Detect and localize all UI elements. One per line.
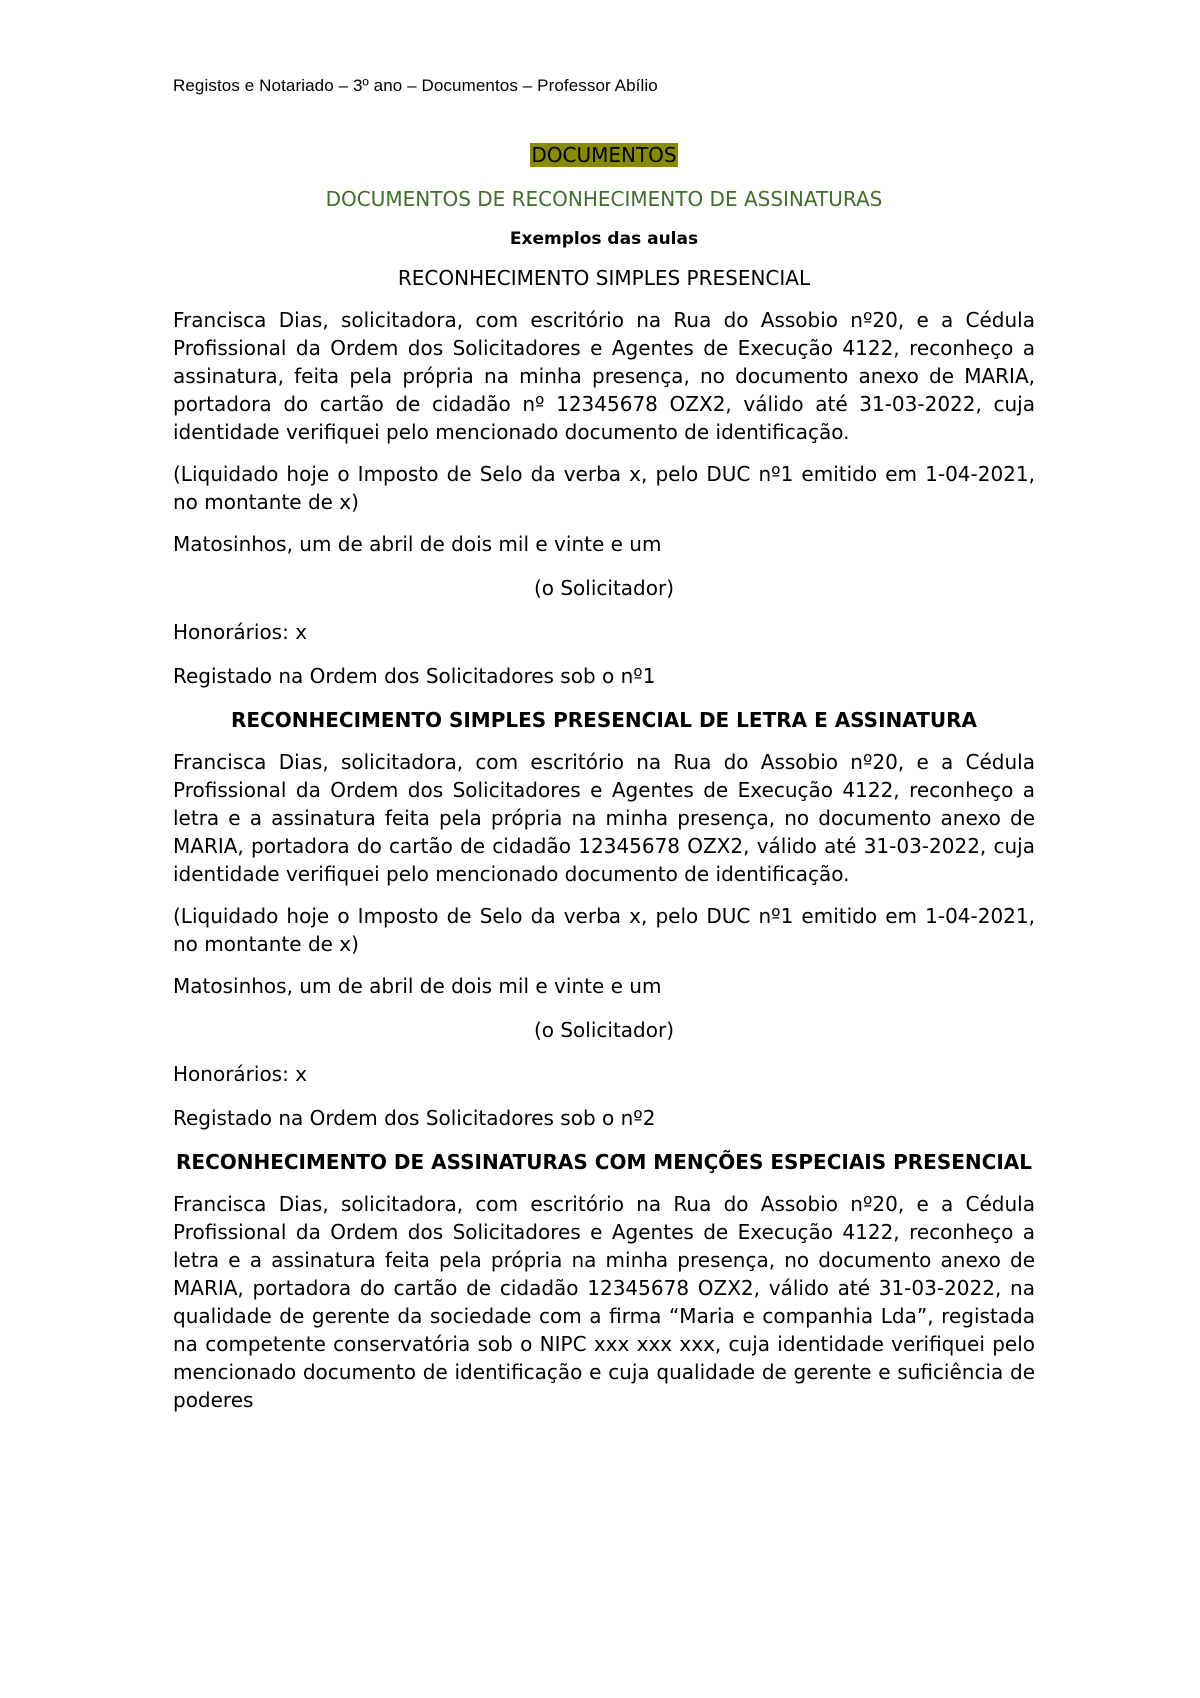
document-title-row [173, 140, 1035, 170]
tax-note: (Liquidado hoje o Imposto de Selo da verba x, pelo DUC nº1 emitido em 1-04-2021, no montante de x) [173, 904, 1035, 956]
running-header: Registos e Notariado – 3º ano – Documentos – Professor Abílio [173, 76, 658, 95]
tax-note: (Liquidado hoje o Imposto de Selo da verba x, pelo DUC nº1 emitido em 1-04-2021, no montante de x) [173, 462, 1035, 514]
section-heading: RECONHECIMENTO SIMPLES PRESENCIAL [397, 266, 811, 290]
place-date: Matosinhos, um de abril de dois mil e vinte e um [173, 532, 662, 556]
section-heading: RECONHECIMENTO SIMPLES PRESENCIAL DE LETRA E ASSINATURA [231, 708, 977, 732]
registry-line: Registado na Ordem dos Solicitadores sob o nº2 [173, 1106, 656, 1130]
document-content [173, 140, 1035, 1428]
section-simple-presencial [173, 264, 1035, 690]
section-body: Francisca Dias, solicitadora, com escritório na Rua do Assobio nº20, e a Cédula Profissional da Ordem dos Solicitadores e Agentes de Execução 4122, reconheço a letra e a assinatura feita pela própria na minha presença, no documento anexo de MARIA, portadora do cartão de cidadão 12345678 OZX2, válido até 31-03-2022, cuja identidade verifiquei pelo mencionado documento de identificação. [173, 750, 1035, 886]
section-body: Francisca Dias, solicitadora, com escritório na Rua do Assobio nº20, e a Cédula Profissional da Ordem dos Solicitadores e Agentes de Execução 4122, reconheço a assinatura, feita pela própria na minha presença, no documento anexo de MARIA, portadora do cartão de cidadão nº 12345678 OZX2, válido até 31-03-2022, cuja identidade verifiquei pelo mencionado documento de identificação. [173, 308, 1035, 444]
examples-label: Exemplos das aulas [509, 229, 699, 249]
section-mencoes-especiais [173, 1148, 1035, 1414]
registry-line: Registado na Ordem dos Solicitadores sob o nº1 [173, 664, 656, 688]
section-letra-assinatura [173, 706, 1035, 1132]
document-title: DOCUMENTOS [531, 143, 677, 167]
document-subtitle: DOCUMENTOS DE RECONHECIMENTO DE ASSINATURAS [325, 187, 883, 211]
fees-line: Honorários: x [173, 1062, 308, 1086]
fees-line: Honorários: x [173, 620, 308, 644]
signature-line: (o Solicitador) [533, 1018, 675, 1042]
signature-line: (o Solicitador) [533, 576, 675, 600]
place-date: Matosinhos, um de abril de dois mil e vinte e um [173, 974, 662, 998]
section-heading: RECONHECIMENTO DE ASSINATURAS COM MENÇÕES ESPECIAIS PRESENCIAL [176, 1150, 1032, 1174]
section-body: Francisca Dias, solicitadora, com escritório na Rua do Assobio nº20, e a Cédula Profissional da Ordem dos Solicitadores e Agentes de Execução 4122, reconheço a letra e a assinatura feita pela própria na minha presença, no documento anexo de MARIA, portadora do cartão de cidadão 12345678 OZX2, válido até 31-03-2022, na qualidade de gerente da sociedade com a firma “Maria e companhia Lda”, registada na competente conservatória sob o NIPC xxx xxx xxx, cuja identidade verifiquei pelo mencionado documento de identificação e cuja qualidade de gerente e suficiência de poderes [173, 1192, 1035, 1412]
